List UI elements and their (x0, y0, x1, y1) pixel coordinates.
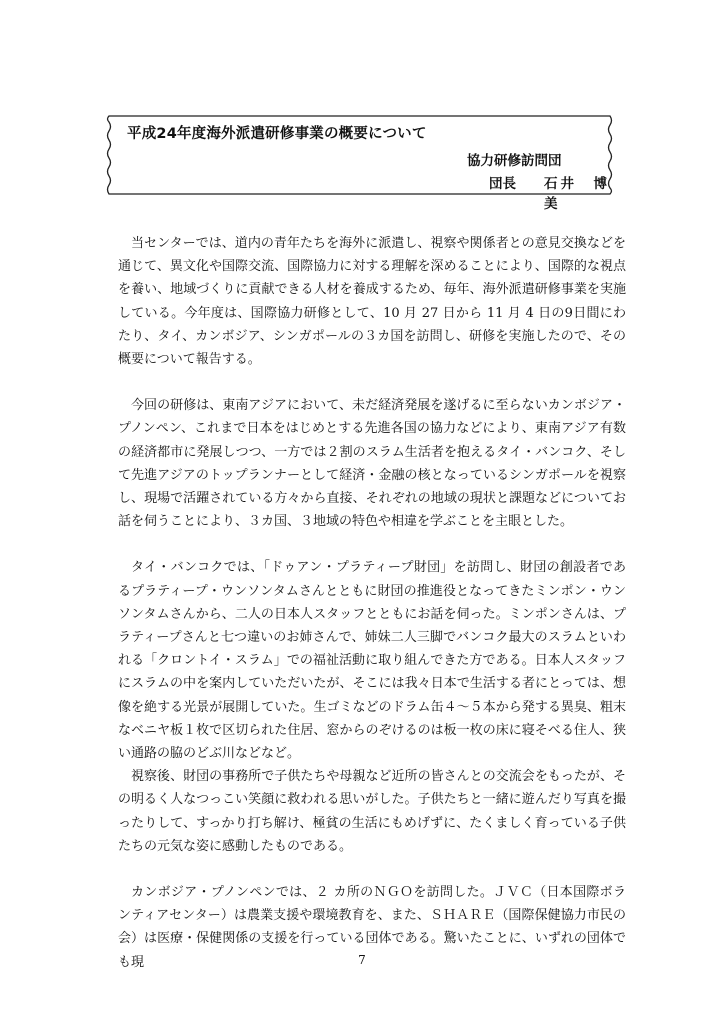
body-text (118, 232, 626, 974)
header-box (103, 110, 616, 212)
paragraph-purpose: 今回の研修は、東南アジアにおいて、未だ経済発展を遂げるに至らないカンボジア・プノンペン、これまで日本をはじめとする先進各国の協力などにより、東南アジア有数の経済都市に発展しつつ、一方では２割のスラム生活者を抱えるタイ・バンコク、そして先進アジアのトップランナーとして経済・金融の核となっているシンガポールを視察し、現場で活躍されている方々から直接、それぞれの地域の現状と課題などについてお話を伺うことにより、３カ国、３地域の特色や相違を学ぶことを主眼とした。 (118, 398, 626, 530)
paragraph-bangkok: タイ・バンコクでは、「ドゥアン・プラティープ財団」を訪問し、財団の創設者であるプラティープ・ウンソンタムさんとともに財団の推進役となってきたミンポン・ウンソンタムさんから、二人の日本人スタッフとともにお話を伺った。ミンポンさんは、プラティープさんと七つ違いのお姉さんで、姉妹二人三脚でバンコク最大のスラムといわれる「クロントイ・スラム」での福祉活動に取り組んできた方である。日本人スタッフにスラムの中を案内していただいたが、そこには我々日本で生活する者にとっては、想像を絶する光景が展開していた。生ゴミなどのドラム缶４～５本から発する異臭、粗末なベニヤ板１枚で区切られた住居、窓からのぞけるのは板一枚の床に寝そべる住人、狭い通路の脇のどぶ川などなど。 (118, 560, 626, 762)
author-role: 団長 (489, 176, 516, 192)
paragraph-phnompenh: カンボジア・プノンペンでは、２ カ所のＮＧＯを訪問した。ＪＶＣ（日本国際ボランティアセンター）は農業支援や環境教育を、また、ＳＨＡＲＥ（国際保健協力市民の会）は医療・保健関係の支援を行っている団体である。驚いたことに、いずれの団体でも現 (118, 885, 626, 970)
page-number: 7 (358, 953, 366, 967)
organization-name: 協力研修訪問団 (467, 153, 562, 169)
article-title: 平成24年度海外派遣研修事業の概要について (127, 126, 427, 142)
paragraph-exchange: 視察後、財団の事務所で子供たちや母親など近所の皆さんとの交流会をもったが、その明るく人なつっこい笑顔に救われる思いがした。子供たちと一緒に遊んだり写真を撮ったりして、すっかり打ち解け、極貧の生活にもめげずに、たくましく育っている子供たちの元気な姿に感動したものである。 (118, 769, 626, 854)
author-name: 石井 博美 (544, 176, 610, 212)
paragraph-intro: 当センターでは、道内の青年たちを海外に派遣し、視察や関係者との意見交換などを通じて、異文化や国際交流、国際協力に対する理解を深めることにより、国際的な視点を養い、地域づくりに貢献できる人材を養成するため、毎年、海外派遣研修事業を実施している。今年度は、国際協力研修として、10 月 27 日から 11 月 4 日の9日間にわたり、タイ、カンボジア、シンガポールの３カ国を訪問し、研修を実施したので、その概要について報告する。 (118, 236, 626, 368)
